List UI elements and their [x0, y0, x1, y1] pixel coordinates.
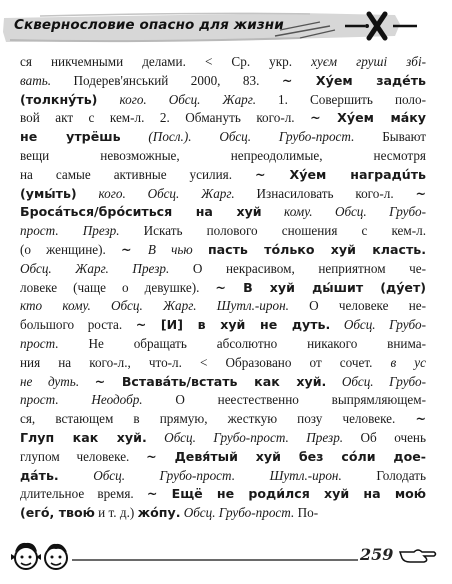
- pointing-hand-icon: [398, 544, 438, 570]
- headword: пасть тóлько хуй класть.: [207, 241, 426, 257]
- text-line: [20, 203, 426, 222]
- usage-label: Обсц. Грубо-прост. Шутл.-ирон.: [58, 467, 342, 483]
- page-footer: [0, 532, 452, 584]
- running-head-title: Сквернословие опасно для жизни: [14, 17, 284, 33]
- text-line: [20, 72, 426, 91]
- headword: дáть.: [20, 467, 59, 483]
- definition-text: на самые активные усилия.: [20, 166, 255, 182]
- text-line: [20, 391, 426, 410]
- text-line: [20, 53, 426, 72]
- text-line: [20, 241, 426, 260]
- text-line: [20, 335, 426, 354]
- definition-text: О человеке не-: [288, 298, 426, 314]
- definition-text: По-: [294, 505, 319, 521]
- text-line: [20, 467, 426, 486]
- page-header: [0, 0, 452, 50]
- headword: (егó, твою́: [20, 505, 95, 521]
- usage-label: кто кому. Обсц. Жарг. Шутл.-ирон.: [20, 298, 289, 314]
- headword: ~ Ещё не роди́лся хуй на мою́: [146, 486, 426, 502]
- usage-label: кому. Обсц. Грубо-: [261, 204, 426, 220]
- text-line: [20, 448, 426, 467]
- text-line: [20, 504, 426, 523]
- usage-label: Обсц. Грубо-прост. Презр.: [146, 429, 344, 445]
- definition-text: вой акт с кем-л. 2. Обмануть кого-л.: [20, 110, 311, 126]
- definition-text: большого роста.: [20, 317, 136, 333]
- usage-label: кого. Обсц. Жарг.: [97, 91, 257, 107]
- definition-text: Искать полового сношения с кем-л.: [119, 223, 426, 239]
- headword: ~: [415, 185, 426, 201]
- definition-text: Об очень: [343, 429, 426, 445]
- usage-label: хуєм груші збі-: [311, 54, 426, 69]
- definition-text: и т. д.): [94, 505, 138, 521]
- definition-text: ся, встающем в прямую, жесткую позу человеке.: [20, 411, 416, 427]
- definition-text: ния на кого-л., что-л. < Образовано от сочет.: [20, 354, 391, 370]
- headword: ~ Хýем мáку: [310, 110, 426, 126]
- text-line: [20, 373, 426, 392]
- definition-text: Подерев'янський 2000, 83.: [51, 72, 282, 88]
- usage-label: Обсц. Грубо-прост.: [180, 505, 295, 521]
- usage-label: Обсц. Грубо-: [326, 373, 426, 389]
- usage-label: в ус: [390, 354, 426, 370]
- definition-text: длительное время.: [20, 486, 147, 502]
- text-line: [20, 354, 426, 373]
- headword: Бросáться/брóситься на хуй: [20, 204, 262, 220]
- header-x-ornament: [345, 8, 425, 48]
- text-line: [20, 410, 426, 429]
- definition-text: Изнасиловать кого-л.: [234, 185, 416, 201]
- definition-text: 1. Совершить поло-: [256, 91, 426, 107]
- dictionary-entries-text: [20, 53, 426, 523]
- usage-label: прост. Неодобр.: [20, 392, 143, 408]
- usage-label: Обсц. Грубо-: [330, 317, 426, 333]
- text-line: [20, 429, 426, 448]
- definition-text: (о женщине).: [20, 241, 122, 257]
- definition-text: ловеке (чаще о девушке).: [20, 279, 216, 295]
- text-line: [20, 91, 426, 110]
- headword: ~ В хуй ды́шит (дýет): [215, 279, 426, 295]
- text-line: [20, 279, 426, 298]
- definition-text: ся никчемными делами. < Ср. укр.: [20, 54, 312, 69]
- headword: (толкнýть): [20, 91, 98, 107]
- usage-label: (Посл.). Обсц. Грубо-прост.: [120, 129, 355, 145]
- definition-text: О неестественно выпрямляющем-: [142, 392, 426, 408]
- text-line: [20, 166, 426, 185]
- text-line: [20, 109, 426, 128]
- headword: ~ Вставáть/встать как хуй.: [94, 373, 327, 389]
- definition-text: О некрасивом, неприятном че-: [169, 260, 426, 276]
- usage-label: В чью: [147, 241, 208, 257]
- usage-label: Обсц. Жарг. Презр.: [20, 260, 170, 276]
- definition-text: Не обращать абсолютно никакого внима-: [58, 335, 426, 351]
- headword: ~ [И] в хуй не дуть.: [135, 317, 331, 333]
- headword: ~: [121, 241, 148, 257]
- text-line: [20, 316, 426, 335]
- definition-text: вещи невозможные, непреодолимые, несмотря: [20, 147, 426, 163]
- headword: (умы́ть): [20, 185, 77, 201]
- headword: Глуп как хуй.: [20, 429, 147, 445]
- headword: ~ Девя́тый хуй без сóли дое-: [146, 448, 426, 464]
- text-line: [20, 260, 426, 279]
- page-number: 259: [360, 545, 394, 564]
- text-line: [20, 222, 426, 241]
- usage-label: прост.: [20, 335, 59, 351]
- text-line: [20, 185, 426, 204]
- text-line: [20, 485, 426, 504]
- text-line: [20, 147, 426, 166]
- text-line: [20, 297, 426, 316]
- headword: ~ Хýем задéть: [281, 72, 426, 88]
- usage-label: кого. Обсц. Жарг.: [76, 185, 235, 201]
- headword: ~: [415, 411, 426, 427]
- definition-text: Голодать: [341, 467, 426, 483]
- definition-text: глупом человеке.: [20, 448, 147, 464]
- definition-text: Бывают: [354, 129, 426, 145]
- text-line: [20, 128, 426, 147]
- headword: не утрёшь: [20, 129, 121, 145]
- usage-label: вать.: [20, 72, 52, 88]
- usage-label: не дуть.: [20, 373, 95, 389]
- headword: ~ Хýем наградúть: [254, 166, 426, 182]
- headword: жóпу.: [137, 505, 181, 521]
- usage-label: прост. Презр.: [20, 223, 120, 239]
